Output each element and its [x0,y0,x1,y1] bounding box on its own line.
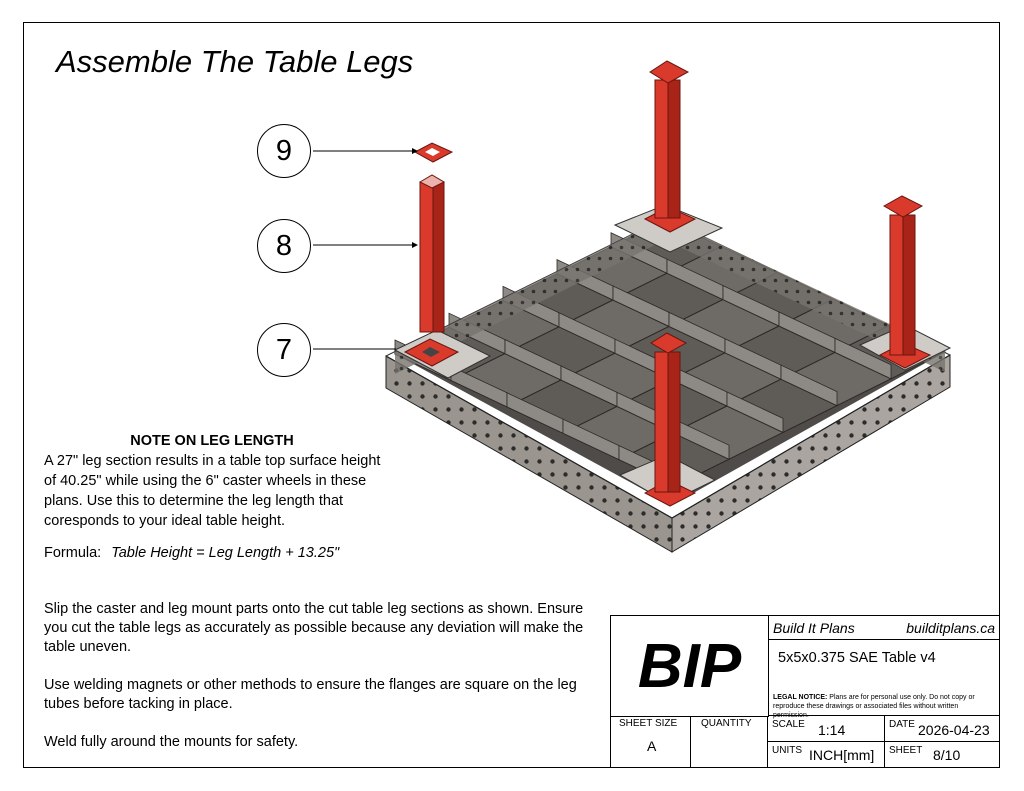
units-value: INCH[mm] [809,747,875,763]
formula-line [44,545,339,561]
leg-back [645,61,695,232]
legal-label: LEGAL NOTICE: [773,694,828,701]
sheet-size-label: SHEET SIZE [619,718,678,729]
callout-8-label: 8 [275,229,293,262]
formula-label: Formula: [44,545,102,561]
note-body: A 27" leg section results in a table top surface height of 40.25" while using the 6" caster wheels in these plans. Use this to determine the leg length that coresponds to your ideal table height. [44,453,381,529]
scale-label: SCALE [772,719,805,730]
company-row [768,616,999,640]
drawing-title: 5x5x0.375 SAE Table v4 [778,650,936,666]
callout-7 [257,323,311,377]
sheet-value: 8/10 [933,747,961,763]
callout-9-label: 9 [275,134,293,167]
company-name: Build It Plans [773,620,855,636]
instruction-1: Slip the caster and leg mount parts onto the cut table leg sections as shown. Ensure you cut the table legs as accurately as possible because any deviation will make the table uneven. [44,601,584,655]
sheet-label: SHEET [889,745,923,756]
units-label: UNITS [772,745,802,756]
units-cell [768,742,885,767]
bip-logo: BIP [611,616,769,717]
scale-value: 1:14 [818,722,846,738]
title-block [610,615,1000,768]
sheet-cell [885,742,999,767]
page-title: Assemble The Table Legs [56,44,414,79]
date-label: DATE [889,719,915,730]
quantity-label: QUANTITY [701,718,752,729]
drawing-title-box [768,640,999,719]
legal-text: Plans are for personal use only. Do not copy or reproduce these drawings or associated files without written permission. [773,694,975,719]
callout-8 [257,219,311,273]
sheet-size-cell [611,716,691,767]
exploded-caster-plate [415,143,452,162]
instruction-2: Use welding magnets or other methods to ensure the flanges are square on the leg tubes before tacking in place. [44,677,577,712]
scale-cell [768,716,885,742]
sheet-size-value: A [647,738,657,754]
instruction-3: Weld fully around the mounts for safety. [44,734,299,750]
quantity-cell [691,716,768,767]
callout-9 [257,124,311,178]
company-website: builditplans.ca [906,620,995,636]
date-cell [885,716,999,742]
date-value: 2026-04-23 [918,722,990,738]
callout-7-label: 7 [275,333,293,366]
exploded-leg-tube [420,175,444,332]
formula-text: Table Height = Leg Length + 13.25" [111,545,340,561]
note-heading: NOTE ON LEG LENGTH [130,433,294,449]
